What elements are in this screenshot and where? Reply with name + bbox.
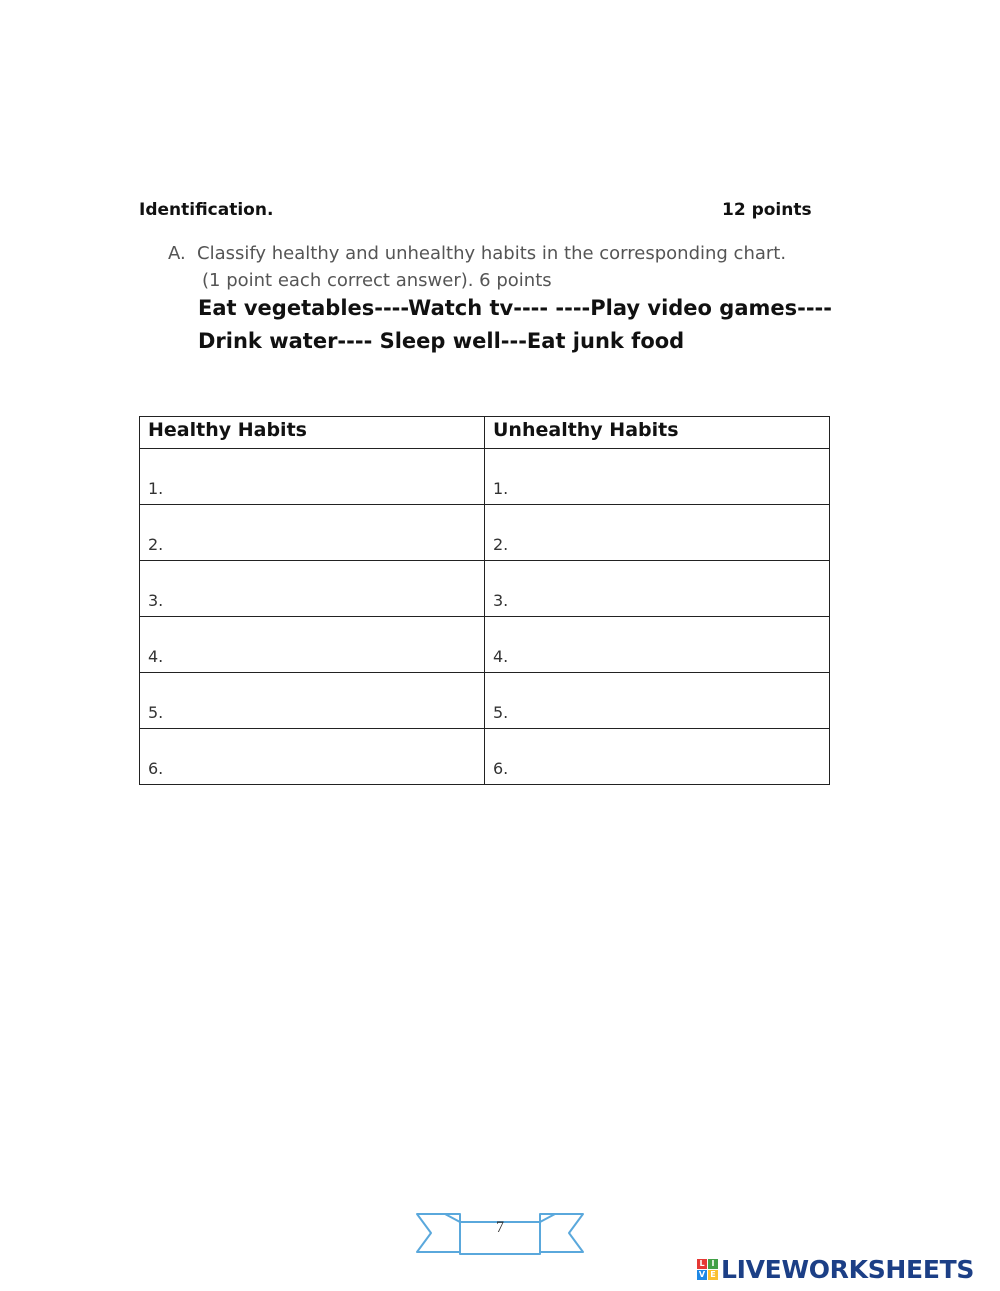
instruction-line-2: (1 point each correct answer). 6 points bbox=[202, 270, 552, 291]
item-number: 1. bbox=[148, 479, 164, 498]
instruction-line-1 bbox=[168, 240, 828, 267]
healthy-answer-cell[interactable] bbox=[140, 673, 485, 729]
habits-table bbox=[139, 416, 830, 785]
healthy-answer-cell[interactable] bbox=[140, 561, 485, 617]
logo-letter: V bbox=[698, 1269, 706, 1279]
section-points: 12 points bbox=[722, 200, 812, 220]
healthy-answer-cell[interactable] bbox=[140, 505, 485, 561]
word-bank bbox=[198, 292, 858, 358]
item-number: 4. bbox=[493, 647, 509, 666]
instruction-text: Classify healthy and unhealthy habits in the corresponding chart. bbox=[197, 243, 787, 264]
item-number: 2. bbox=[148, 535, 164, 554]
table-row bbox=[140, 729, 830, 785]
unhealthy-answer-cell[interactable] bbox=[485, 505, 830, 561]
section-title: Identification. bbox=[139, 200, 274, 220]
brand-wordmark: LIVEWORKSHEETS bbox=[721, 1254, 975, 1284]
instruction-marker: A. bbox=[168, 243, 186, 264]
table-row bbox=[140, 449, 830, 505]
unhealthy-answer-cell[interactable] bbox=[485, 617, 830, 673]
table-row bbox=[140, 561, 830, 617]
unhealthy-habits-header: Unhealthy Habits bbox=[485, 417, 830, 449]
live-cube-icon bbox=[697, 1259, 718, 1280]
item-number: 1. bbox=[493, 479, 509, 498]
logo-letter: I bbox=[708, 1259, 718, 1269]
table-row bbox=[140, 673, 830, 729]
item-number: 6. bbox=[493, 759, 509, 778]
healthy-answer-cell[interactable] bbox=[140, 449, 485, 505]
unhealthy-answer-cell[interactable] bbox=[485, 449, 830, 505]
item-number: 4. bbox=[148, 647, 164, 666]
page-number-ribbon bbox=[415, 1208, 585, 1258]
healthy-answer-cell[interactable] bbox=[140, 729, 485, 785]
item-number: 3. bbox=[148, 591, 164, 610]
item-number: 3. bbox=[493, 591, 509, 610]
logo-letter: E bbox=[708, 1270, 718, 1280]
item-number: 5. bbox=[493, 703, 509, 722]
item-number: 6. bbox=[148, 759, 164, 778]
word-bank-line-2: Drink water---- Sleep well---Eat junk food bbox=[198, 329, 685, 353]
table-row bbox=[140, 505, 830, 561]
table-header-row bbox=[140, 417, 830, 449]
unhealthy-answer-cell[interactable] bbox=[485, 673, 830, 729]
table-row bbox=[140, 617, 830, 673]
healthy-habits-header: Healthy Habits bbox=[140, 417, 485, 449]
word-bank-line-1: Eat vegetables----Watch tv---- ----Play video games---- bbox=[198, 296, 832, 320]
logo-letter: L bbox=[697, 1259, 707, 1269]
item-number: 5. bbox=[148, 703, 164, 722]
liveworksheets-logo bbox=[697, 1252, 974, 1286]
item-number: 2. bbox=[493, 535, 509, 554]
instruction bbox=[168, 240, 828, 294]
page-number: 7 bbox=[496, 1219, 504, 1236]
healthy-answer-cell[interactable] bbox=[140, 617, 485, 673]
unhealthy-answer-cell[interactable] bbox=[485, 729, 830, 785]
unhealthy-answer-cell[interactable] bbox=[485, 561, 830, 617]
